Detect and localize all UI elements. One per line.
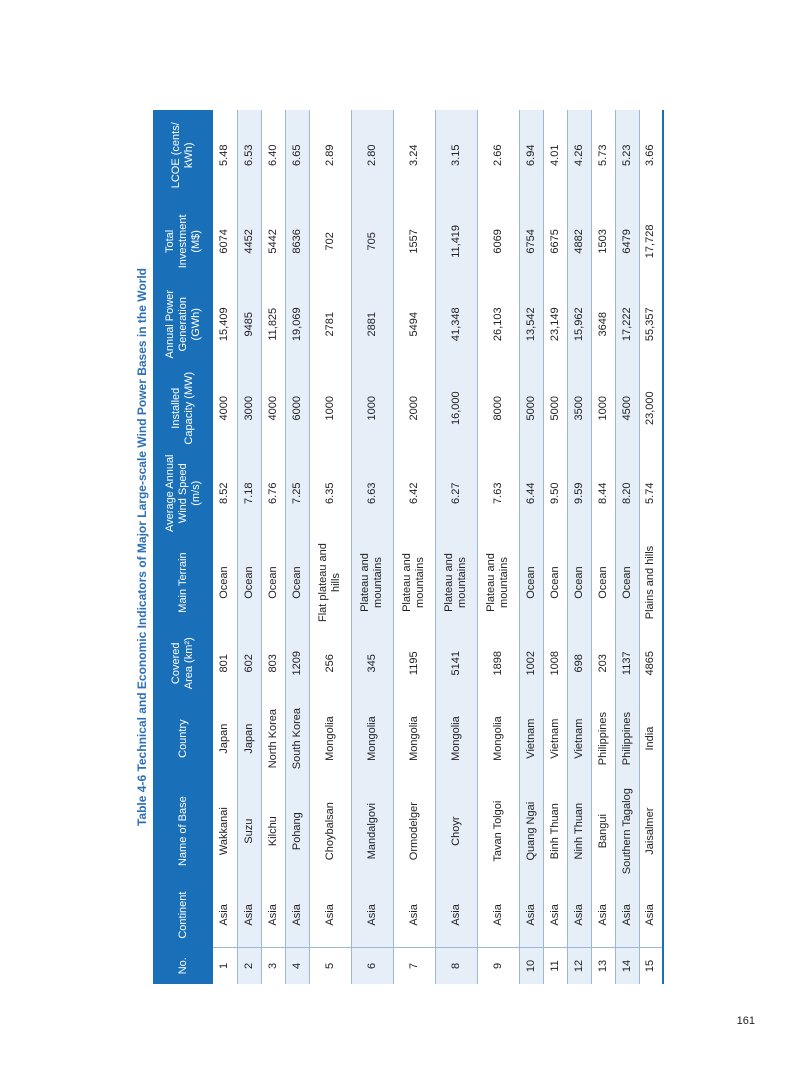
table-cell: Asia [519,883,543,948]
table-cell: Asia [261,883,285,948]
table-cell: 2000 [393,366,435,450]
table-cell: 8000 [477,366,519,450]
column-header: Covered Area (km²) [153,629,213,698]
table-cell: Japan [213,698,237,780]
table-row [393,110,435,984]
table-cell: 5.48 [213,110,237,200]
table-cell: Pohang [285,780,309,883]
table-cell: 4.01 [543,110,567,200]
table-cell: Philippines [615,698,639,780]
column-header: No. [153,947,213,984]
table-cell: Asia [639,883,663,948]
table-cell: 3.24 [393,110,435,200]
table-cell: 3.66 [639,110,663,200]
table-cell: Wakkanai [213,780,237,883]
table-cell: 6.65 [285,110,309,200]
table-cell: Philippines [591,698,615,780]
table-cell: 1 [213,947,237,984]
table-cell: Ocean [567,536,591,629]
table-row [237,110,261,984]
table-cell: Asia [591,883,615,948]
table-cell: Asia [213,883,237,948]
table-cell: Asia [543,883,567,948]
table-cell: 4882 [567,200,591,282]
table-cell: 5000 [543,366,567,450]
table-row [591,110,615,984]
table-cell: 55,357 [639,282,663,366]
table-cell: 15,962 [567,282,591,366]
table-cell: 5.73 [591,110,615,200]
table-cell: Plateau and mountains [435,536,477,629]
table-cell: 1000 [591,366,615,450]
table-cell: 9485 [237,282,261,366]
table-cell: 3648 [591,282,615,366]
table-cell: Asia [435,883,477,948]
table-cell: 16,000 [435,366,477,450]
table-cell: 1002 [519,629,543,698]
table-cell: 15 [639,947,663,984]
table-cell: Quang Ngai [519,780,543,883]
table-cell: 5442 [261,200,285,282]
table-cell: 5141 [435,629,477,698]
table-cell: 6754 [519,200,543,282]
table-row [567,110,591,984]
table-cell: 602 [237,629,261,698]
table-cell: Ocean [261,536,285,629]
table-cell: 6 [351,947,393,984]
wind-power-bases-table [153,110,664,984]
table-cell: 4000 [261,366,285,450]
table-cell: 4 [285,947,309,984]
table-cell: 4865 [639,629,663,698]
table-cell: 7 [393,947,435,984]
table-cell: Ocean [285,536,309,629]
table-cell: 13 [591,947,615,984]
table-cell: Plains and hills [639,536,663,629]
table-row [639,110,663,984]
table-cell: 6.53 [237,110,261,200]
table-cell: 2881 [351,282,393,366]
table-cell: Asia [615,883,639,948]
table-cell: 1137 [615,629,639,698]
column-header: Main Terrain [153,536,213,629]
table-cell: Asia [309,883,351,948]
table-cell: Mongolia [435,698,477,780]
column-header: Country [153,698,213,780]
table-cell: 7.25 [285,450,309,536]
table-cell: North Korea [261,698,285,780]
column-header: Average Annual Wind Speed (m/s) [153,450,213,536]
table-cell: 345 [351,629,393,698]
table-cell: 2.80 [351,110,393,200]
table-cell: 698 [567,629,591,698]
table-cell: Ocean [591,536,615,629]
table-cell: Asia [567,883,591,948]
table-cell: 6479 [615,200,639,282]
table-title: Table 4-6 Technical and Economic Indicators of Major Large-scale Wind Power Bases in the World [135,267,149,827]
table-cell: Asia [477,883,519,948]
table-cell: 23,149 [543,282,567,366]
column-header: Installed Capacity (MW) [153,366,213,450]
table-cell: Binh Thuan [543,780,567,883]
table-cell: 5494 [393,282,435,366]
table-cell: 6.35 [309,450,351,536]
table-cell: Plateau and mountains [351,536,393,629]
table-cell: 2.66 [477,110,519,200]
table-cell: 8.44 [591,450,615,536]
table-row [261,110,285,984]
table-cell: 8636 [285,200,309,282]
table-cell: 8.52 [213,450,237,536]
table-cell: Choyr [435,780,477,883]
table-cell: 4452 [237,200,261,282]
table-cell: 1209 [285,629,309,698]
table-cell: Vietnam [567,698,591,780]
table-cell: Suzu [237,780,261,883]
table-cell: Mandalgovi [351,780,393,883]
table-cell: Ocean [519,536,543,629]
table-cell: 7.63 [477,450,519,536]
table-cell: 11,825 [261,282,285,366]
table-cell: 8 [435,947,477,984]
table-cell: Asia [351,883,393,948]
table-cell: 1195 [393,629,435,698]
table-cell: 256 [309,629,351,698]
table-cell: South Korea [285,698,309,780]
table-cell: 7.18 [237,450,261,536]
table-cell: 9.50 [543,450,567,536]
table-cell: 13,542 [519,282,543,366]
table-cell: Bangui [591,780,615,883]
table-cell: Tavan Tolgoi [477,780,519,883]
table-cell: 4000 [213,366,237,450]
table-cell: Asia [237,883,261,948]
table-cell: India [639,698,663,780]
table-cell: 1898 [477,629,519,698]
table-cell: 4500 [615,366,639,450]
table-cell: 12 [567,947,591,984]
table-cell: Ocean [213,536,237,629]
table-cell: 5 [309,947,351,984]
table-cell: 6675 [543,200,567,282]
table-cell: 6.63 [351,450,393,536]
table-cell: Flat plateau and hills [309,536,351,629]
header-row [153,110,213,984]
table-cell: Ocean [543,536,567,629]
table-cell: Mongolia [309,698,351,780]
table-cell: 11,419 [435,200,477,282]
table-cell: 203 [591,629,615,698]
table-cell: 23,000 [639,366,663,450]
table-cell: 1557 [393,200,435,282]
rotated-table-block [131,110,691,984]
table-cell: 705 [351,200,393,282]
table-cell: 2 [237,947,261,984]
table-cell: 26,103 [477,282,519,366]
table-cell: 2781 [309,282,351,366]
table-row [519,110,543,984]
table-cell: Southern Tagalog [615,780,639,883]
table-cell: Mongolia [351,698,393,780]
table-row [435,110,477,984]
table-row [213,110,237,984]
table-cell: Asia [393,883,435,948]
table-cell: Choybalsan [309,780,351,883]
table-cell: 9 [477,947,519,984]
table-cell: Mongolia [477,698,519,780]
table-cell: Jaisalmer [639,780,663,883]
table-cell: Kilchu [261,780,285,883]
table-cell: 6.76 [261,450,285,536]
table-cell: 1503 [591,200,615,282]
table-cell: 11 [543,947,567,984]
table-cell: 6.27 [435,450,477,536]
table-cell: 5.74 [639,450,663,536]
table-cell: Japan [237,698,261,780]
table-cell: 8.20 [615,450,639,536]
table-cell: Mongolia [393,698,435,780]
column-header: Name of Base [153,780,213,883]
table-cell: 1000 [351,366,393,450]
table-cell: 5.23 [615,110,639,200]
table-cell: 702 [309,200,351,282]
table-cell: 41,348 [435,282,477,366]
table-cell: 6.40 [261,110,285,200]
table-cell: Ormodelger [393,780,435,883]
column-header: Annual Power Generation (GWh) [153,282,213,366]
table-cell: 6069 [477,200,519,282]
table-cell: 801 [213,629,237,698]
column-header: Total Investment (M$) [153,200,213,282]
table-cell: 19,069 [285,282,309,366]
table-row [309,110,351,984]
table-row [477,110,519,984]
column-header: Continent [153,883,213,948]
table-cell: 3000 [237,366,261,450]
table-cell: Ninh Thuan [567,780,591,883]
table-cell: 14 [615,947,639,984]
table-cell: Plateau and mountains [477,536,519,629]
table-row [351,110,393,984]
table-cell: 6.94 [519,110,543,200]
table-cell: 6.42 [393,450,435,536]
table-row [543,110,567,984]
table-cell: 17,222 [615,282,639,366]
table-cell: 5000 [519,366,543,450]
table-cell: Ocean [237,536,261,629]
table-cell: 6.44 [519,450,543,536]
table-cell: 6000 [285,366,309,450]
table-cell: 10 [519,947,543,984]
table-cell: 1000 [309,366,351,450]
table-row [615,110,639,984]
table-cell: 9.59 [567,450,591,536]
table-cell: Asia [285,883,309,948]
table-cell: 17,728 [639,200,663,282]
table-cell: 3 [261,947,285,984]
table-row [285,110,309,984]
table-cell: 6074 [213,200,237,282]
table-cell: 15,409 [213,282,237,366]
table-cell: Plateau and mountains [393,536,435,629]
table-cell: 3.15 [435,110,477,200]
page-number: 161 [736,1015,755,1027]
table-cell: Vietnam [519,698,543,780]
table-cell: 2.89 [309,110,351,200]
table-cell: Vietnam [543,698,567,780]
table-cell: 803 [261,629,285,698]
table-cell: 1008 [543,629,567,698]
table-cell: Ocean [615,536,639,629]
column-header: LCOE (cents/ kWh) [153,110,213,200]
table-cell: 3500 [567,366,591,450]
table-cell: 4.26 [567,110,591,200]
